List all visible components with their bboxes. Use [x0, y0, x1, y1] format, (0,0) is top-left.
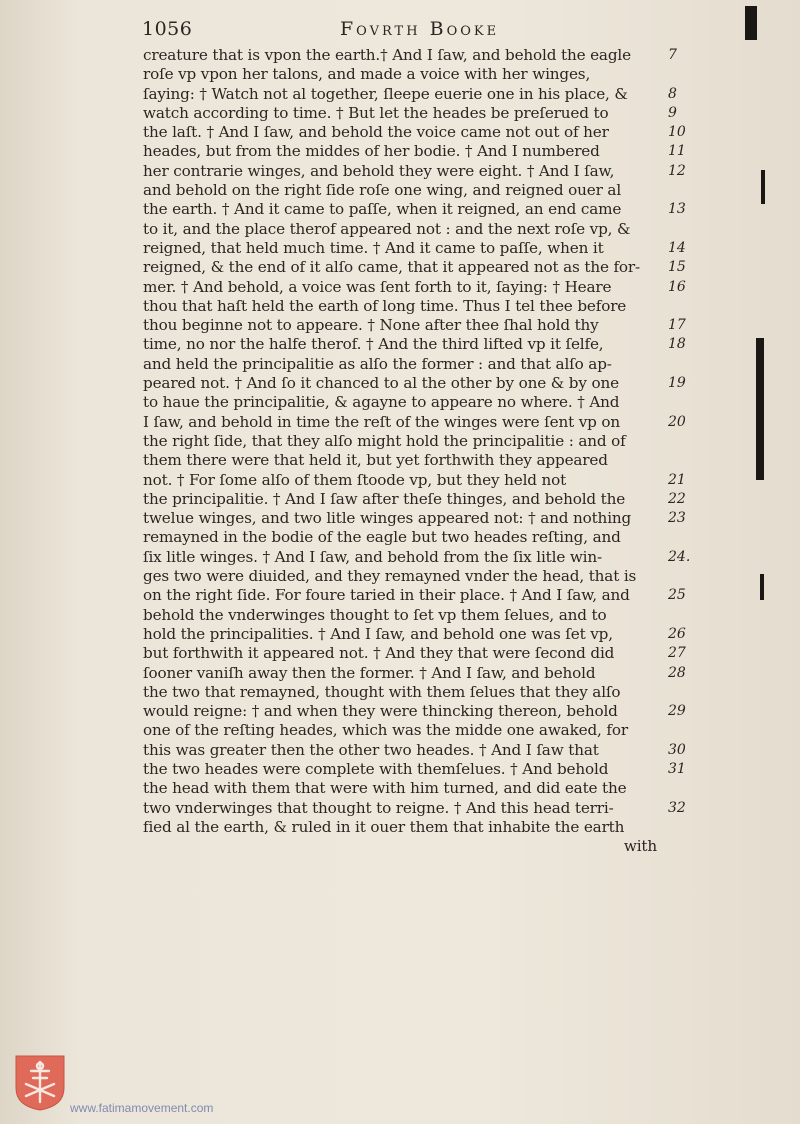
text-line: fied al the earth, & ruled in it ouer them that inhabite the earth — [143, 817, 625, 836]
text-line: remayned in the bodie of the eagle but two heades reſting, and — [143, 528, 621, 547]
text-line: behold the vnderwinges thought to ſet vp them ſelues, and to — [143, 605, 607, 624]
text-line: peared not. † And ſo it chanced to al the other by one & by one — [143, 374, 619, 393]
margin-rule — [756, 338, 764, 480]
verse-number — [668, 220, 708, 239]
margin-rule — [760, 574, 764, 600]
verse-number — [668, 721, 708, 740]
text-line: to it, and the place therof appeared not : and the next roſe vp, & — [143, 219, 631, 238]
text-line: twelue winges, and two litle winges appeared not: † and nothing — [143, 509, 632, 528]
text-line: the two that remayned, thought with them ſelues that they alſo — [143, 682, 621, 701]
verse-number: 17 — [668, 317, 686, 334]
text-line: but forthwith it appeared not. † And they that were ſecond did — [143, 644, 615, 663]
verse-number: 8 — [668, 85, 677, 102]
verse-number: 12 — [668, 162, 686, 179]
margin-rule — [761, 170, 765, 204]
text-line: the right ſide, that they alſo might hold the principalitie : and of — [143, 431, 626, 450]
text-line: thou beginne not to appeare. † None after thee ſhal hold thy — [143, 316, 599, 335]
verse-number: 21 — [668, 471, 686, 488]
verse-number: 9 — [668, 104, 677, 121]
verse-number: 28 — [668, 664, 686, 681]
text-line: two vnderwinges that thought to reigne. † And this head terri- — [143, 798, 614, 817]
website-link[interactable]: www.fatimamovement.com — [70, 1101, 214, 1115]
verse-number: 7 — [668, 47, 677, 63]
verse-number: 32 — [668, 799, 686, 816]
text-line: not. † For ſome alſo of them ſtoode vp, but they held not — [143, 470, 567, 489]
verse-number: 29 — [668, 703, 686, 720]
text-line: them there were that held it, but yet forthwith they appeared — [143, 451, 608, 470]
text-line: heades, but from the middes of her bodie. † And I numbered — [143, 142, 600, 161]
verse-number: 11 — [668, 143, 686, 160]
verse-number: 20 — [668, 413, 686, 430]
verse-number — [668, 432, 708, 451]
verse-number — [668, 65, 708, 84]
verse-number: 18 — [668, 336, 686, 353]
text-line: the two heades were complete with themſelues. † And behold — [143, 759, 609, 778]
verse-number: 15 — [668, 259, 686, 276]
text-line: her contrarie winges, and behold they were eight. † And I ſaw, — [143, 161, 615, 180]
text-line: ges two were diuided, and they remayned vnder the head, that is — [143, 567, 637, 586]
verse-number — [668, 567, 708, 586]
verse-number — [668, 181, 708, 200]
page-number: 1056 — [142, 18, 193, 40]
text-line: on the right ſide. For foure taried in their place. † And I ſaw, and — [143, 586, 630, 605]
text-line: creature that is vpon the earth.† And I ſaw, and behold the eagle — [143, 46, 631, 64]
page-header — [142, 18, 662, 44]
text-line: the head with them that were with him turned, and did eate the — [143, 779, 627, 798]
verse-number — [668, 818, 708, 837]
verse-number: 10 — [668, 124, 686, 141]
text-line: ſaying: † Watch not al together, ſleepe euerie one in his place, & — [143, 84, 628, 103]
text-line: hold the principalities. † And I ſaw, and behold one was ſet vp, — [143, 624, 613, 643]
text-line: would reigne: † and when they were thincking thereon, behold — [143, 702, 618, 721]
body-text — [143, 46, 663, 856]
verse-number: 26 — [668, 625, 686, 642]
running-head: Fovrth Booke — [340, 18, 500, 40]
text-line: time, no nor the halfe therof. † And the third lifted vp it ſelfe, — [143, 335, 604, 354]
top-margin-mark — [745, 6, 757, 40]
verse-number: 31 — [668, 760, 686, 777]
verse-number — [668, 297, 708, 316]
text-line: to haue the principalitie, & agayne to appeare no where. † And — [143, 393, 620, 412]
text-line: roſe vp vpon her talons, and made a voice with her winges, — [143, 65, 591, 84]
text-line: with — [623, 837, 657, 856]
verse-number — [668, 528, 708, 547]
verse-number: 27 — [668, 645, 686, 662]
text-line: mer. † And behold, a voice was ſent forth to it, ſaying: † Heare — [143, 277, 612, 296]
text-line: and held the principalitie as alſo the former : and that alſo ap- — [143, 354, 612, 373]
verse-number — [668, 355, 708, 374]
text-line: ſooner vaniſh away then the former. † And I ſaw, and behold — [143, 663, 596, 682]
verse-number: 14 — [668, 239, 686, 256]
text-line: thou that haſt held the earth of long time. Thus I tel thee before — [143, 296, 627, 315]
text-line: the earth. † And it came to paſſe, when it reigned, an end came — [143, 200, 622, 219]
text-line: and behold on the right ſide roſe one wing, and reigned ouer al — [143, 181, 622, 200]
text-line: the principalitie. † And I ſaw after theſe thinges, and behold the — [143, 489, 626, 508]
fatima-movement-logo — [14, 1054, 66, 1112]
verse-number-column — [668, 46, 708, 856]
text-line: one of the reſting heades, which was the midde one awaked, for — [143, 721, 628, 740]
text-line: reigned, & the end of it alſo came, that it appeared not as the for- — [143, 258, 641, 277]
verse-number: 19 — [668, 375, 686, 392]
verse-number: 13 — [668, 201, 686, 218]
verse-number: 16 — [668, 278, 686, 295]
verse-number — [668, 779, 708, 798]
text-line: I ſaw, and behold in time the reſt of the winges were ſent vp on — [143, 412, 621, 431]
verse-number: 30 — [668, 741, 686, 758]
verse-number: 23 — [668, 510, 686, 527]
verse-number: 24. — [668, 548, 691, 565]
verse-number — [668, 683, 708, 702]
text-line: reigned, that held much time. † And it came to paſſe, when it — [143, 238, 604, 257]
text-line: the laſt. † And I ſaw, and behold the voice came not out of her — [143, 123, 609, 142]
verse-number — [668, 393, 708, 412]
text-line: ſix litle winges. † And I ſaw, and behold from the ſix litle win- — [143, 547, 602, 566]
verse-number — [668, 451, 708, 470]
text-line: watch according to time. † But let the heades be preſerued to — [143, 103, 609, 122]
verse-number: 25 — [668, 587, 686, 604]
verse-number — [668, 837, 708, 856]
text-line: this was greater then the other two heades. † And I ſaw that — [143, 740, 599, 759]
verse-number — [668, 606, 708, 625]
verse-number: 22 — [668, 490, 686, 507]
